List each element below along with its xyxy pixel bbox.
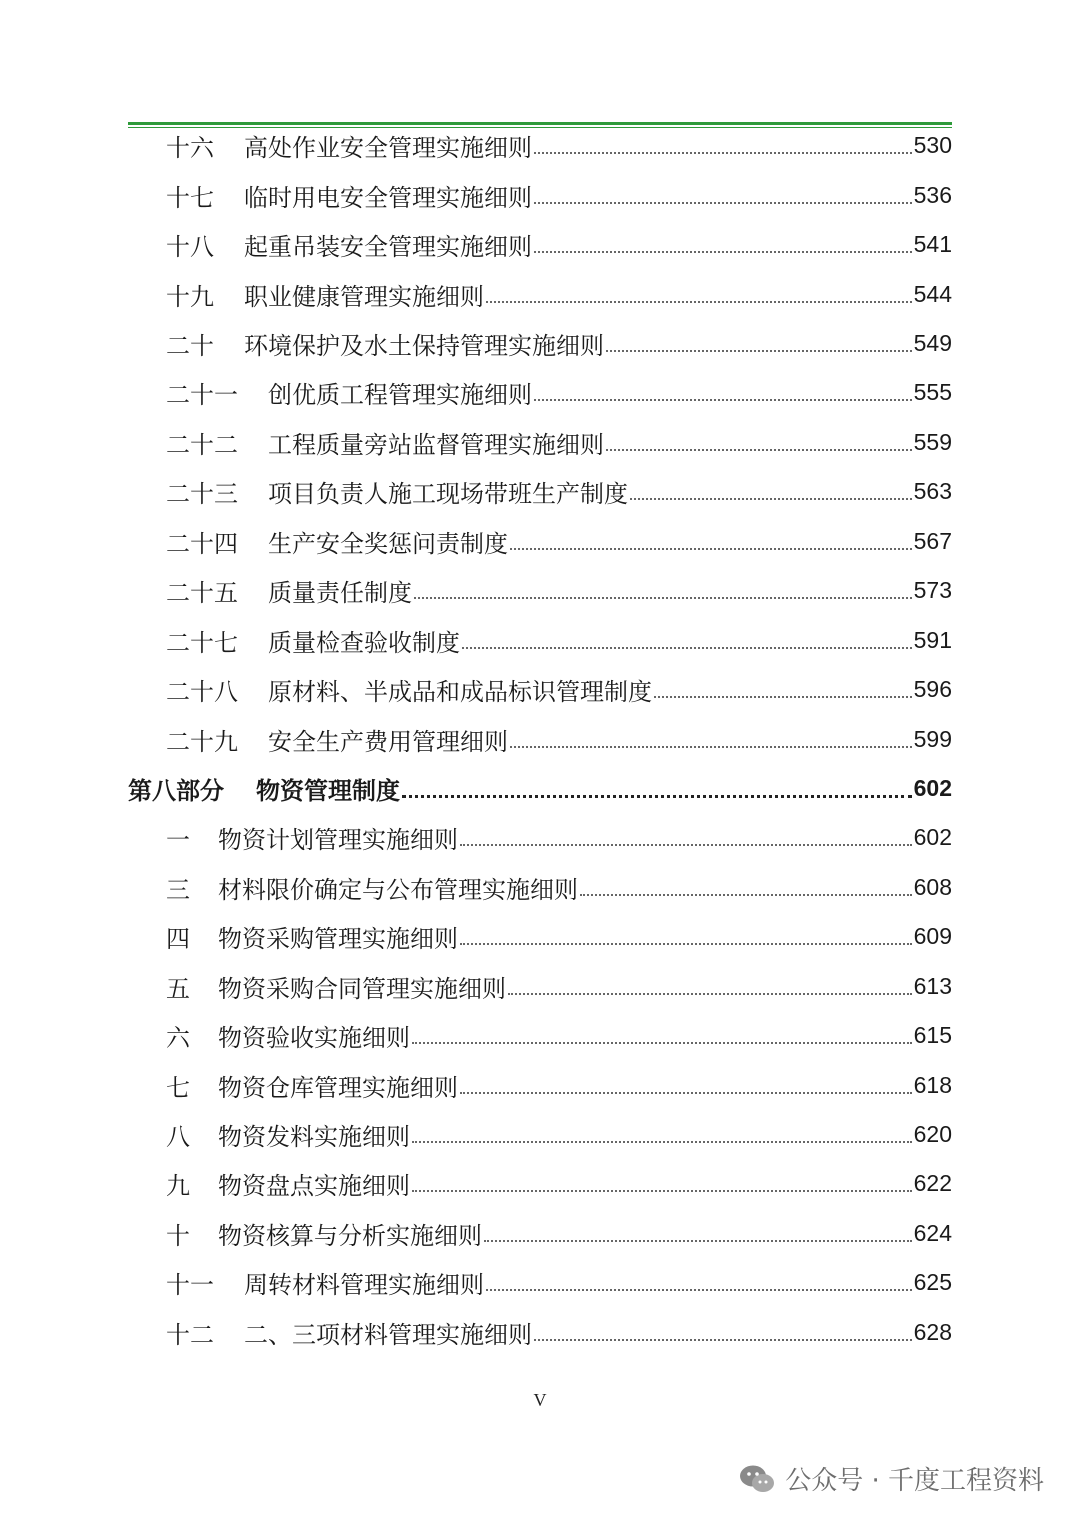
toc-entry-number: 二十二	[166, 430, 238, 459]
toc-entry-title: 起重吊装安全管理实施细则	[244, 232, 532, 261]
dot-leader	[534, 200, 912, 204]
toc-entry-number: 二十八	[166, 677, 238, 706]
toc-entry-number: 十二	[166, 1320, 214, 1349]
dot-leader	[402, 793, 912, 798]
toc-entry-page: 559	[913, 428, 952, 455]
toc-entry[interactable]	[166, 1262, 952, 1302]
toc-entry[interactable]	[166, 1213, 952, 1253]
dot-leader	[412, 1040, 912, 1044]
toc-entry-page: 541	[913, 230, 952, 257]
dot-leader	[462, 645, 912, 649]
toc-entry-title: 物资盘点实施细则	[218, 1171, 410, 1200]
toc-entry[interactable]	[166, 224, 952, 264]
dot-leader	[534, 249, 912, 253]
toc-entry-number: 四	[166, 924, 190, 953]
toc-entry[interactable]	[166, 422, 952, 462]
dot-leader	[534, 397, 912, 401]
toc-entry-page: 573	[913, 576, 952, 603]
toc-entry[interactable]	[166, 916, 952, 956]
toc-entry[interactable]	[166, 471, 952, 511]
toc-entry-number: 十七	[166, 183, 214, 212]
toc-entry[interactable]	[166, 1015, 952, 1055]
page-number: V	[533, 1390, 547, 1410]
toc-entry-number: 六	[166, 1023, 190, 1052]
dot-leader	[654, 694, 912, 698]
toc-entry-number: 八	[166, 1122, 190, 1151]
toc-entry[interactable]	[166, 1065, 952, 1105]
toc-entry-page: 622	[913, 1169, 952, 1196]
toc-entry-page: 596	[913, 675, 952, 702]
toc-entry-page: 618	[913, 1071, 952, 1098]
toc-entry-title: 项目负责人施工现场带班生产制度	[268, 479, 628, 508]
toc-entry-page: 625	[913, 1268, 952, 1295]
dot-leader	[460, 842, 912, 846]
toc-entry-number: 十九	[166, 282, 214, 311]
dot-leader	[484, 1238, 912, 1242]
toc-entry-number: 二十九	[166, 727, 238, 756]
dot-leader	[534, 150, 912, 154]
dot-leader	[510, 744, 912, 748]
toc-entry-page: 609	[913, 922, 952, 949]
toc-entry-number: 十六	[166, 133, 214, 162]
toc-entry[interactable]	[166, 620, 952, 660]
toc-entry-page: 555	[913, 378, 952, 405]
toc-entry-page: 624	[913, 1219, 952, 1246]
toc-entry-title: 临时用电安全管理实施细则	[244, 183, 532, 212]
toc-entry-title: 高处作业安全管理实施细则	[244, 133, 532, 162]
toc-entry-number: 九	[166, 1171, 190, 1200]
toc-entry-page: 620	[913, 1120, 952, 1147]
toc-entry-title: 物资发料实施细则	[218, 1122, 410, 1151]
toc-entry-title: 物资采购合同管理实施细则	[218, 974, 506, 1003]
toc-entry-number: 十八	[166, 232, 214, 261]
toc-entry-page: 536	[913, 181, 952, 208]
toc-entry-page: 615	[913, 1021, 952, 1048]
toc-entry-number: 十一	[166, 1270, 214, 1299]
toc-entry[interactable]	[166, 372, 952, 412]
toc-entry[interactable]	[166, 966, 952, 1006]
toc-entry[interactable]	[166, 521, 952, 561]
watermark-text: 公众号 · 千度工程资料	[785, 1466, 1044, 1496]
toc-entry-title: 环境保护及水土保持管理实施细则	[244, 331, 604, 360]
watermark	[739, 1460, 1044, 1497]
toc-entry-number: 二十五	[166, 578, 238, 607]
toc-entry-page: 599	[913, 725, 952, 752]
toc-entry-title: 质量责任制度	[268, 578, 412, 607]
toc-entry-title: 原材料、半成品和成品标识管理制度	[268, 677, 652, 706]
toc-entry-title: 安全生产费用管理细则	[268, 727, 508, 756]
toc-entry-number: 十	[166, 1221, 190, 1250]
toc-entry-page: 602	[913, 823, 952, 850]
toc-entry-title: 物资核算与分析实施细则	[218, 1221, 482, 1250]
toc-entry-number: 二十一	[166, 380, 238, 409]
toc-entry-number: 一	[166, 825, 190, 854]
toc-entry-page: 530	[913, 131, 952, 158]
dot-leader	[460, 1090, 912, 1094]
toc-entry-page: 544	[913, 280, 952, 307]
toc-entry[interactable]	[166, 669, 952, 709]
toc-entry-title: 质量检查验收制度	[268, 628, 460, 657]
toc-entry-title: 物资计划管理实施细则	[218, 825, 458, 854]
toc-entry[interactable]	[166, 1163, 952, 1203]
toc-entry-number: 二十三	[166, 479, 238, 508]
toc-entry[interactable]	[166, 323, 952, 363]
dot-leader	[510, 546, 912, 550]
dot-leader	[606, 348, 912, 352]
toc-part-title: 物资管理制度	[256, 776, 400, 805]
toc-entry[interactable]	[166, 817, 952, 857]
dot-leader	[486, 299, 912, 303]
toc-entry-title: 物资仓库管理实施细则	[218, 1073, 458, 1102]
toc-entry[interactable]	[166, 1312, 952, 1352]
toc-entry[interactable]	[166, 125, 952, 165]
toc-entry-title: 物资验收实施细则	[218, 1023, 410, 1052]
toc-entry-title: 材料限价确定与公布管理实施细则	[218, 875, 578, 904]
toc-entry-number: 五	[166, 974, 190, 1003]
toc-entry[interactable]	[166, 1114, 952, 1154]
toc-entry-title: 物资采购管理实施细则	[218, 924, 458, 953]
dot-leader	[630, 496, 912, 500]
dot-leader	[414, 595, 912, 599]
dot-leader	[412, 1188, 912, 1192]
toc-entry-title: 生产安全奖惩问责制度	[268, 529, 508, 558]
toc-entry-title: 工程质量旁站监督管理实施细则	[268, 430, 604, 459]
dot-leader	[508, 991, 912, 995]
toc-entry-page: 613	[913, 972, 952, 999]
toc-entry[interactable]	[166, 274, 952, 314]
dot-leader	[486, 1287, 912, 1291]
toc-entry-page: 549	[913, 329, 952, 356]
toc-entry[interactable]	[166, 570, 952, 610]
dot-leader	[412, 1139, 912, 1143]
wechat-icon	[739, 1464, 775, 1494]
toc-entry-number: 二十七	[166, 628, 238, 657]
toc-entry-page: 628	[913, 1318, 952, 1345]
toc-entry-number: 三	[166, 875, 190, 904]
toc-entry-page: 608	[913, 873, 952, 900]
dot-leader	[460, 941, 912, 945]
toc-part-page: 602	[913, 774, 952, 801]
toc-entry-page: 591	[913, 626, 952, 653]
toc-entry-title: 创优质工程管理实施细则	[268, 380, 532, 409]
toc-entry-number: 七	[166, 1073, 190, 1102]
toc-entry-title: 周转材料管理实施细则	[244, 1270, 484, 1299]
toc-entry-number: 二十四	[166, 529, 238, 558]
dot-leader	[580, 892, 912, 896]
toc-entry-number: 二十	[166, 331, 214, 360]
toc-part-heading[interactable]	[128, 768, 952, 808]
dot-leader	[534, 1337, 912, 1341]
toc-entry[interactable]	[166, 867, 952, 907]
toc-entry-page: 563	[913, 477, 952, 504]
toc-entry[interactable]	[166, 719, 952, 759]
dot-leader	[606, 447, 912, 451]
toc-entry-title: 二、三项材料管理实施细则	[244, 1320, 532, 1349]
toc-entry[interactable]	[166, 175, 952, 215]
toc-part-number: 第八部分	[128, 776, 224, 805]
toc-entry-page: 567	[913, 527, 952, 554]
toc-entry-title: 职业健康管理实施细则	[244, 282, 484, 311]
